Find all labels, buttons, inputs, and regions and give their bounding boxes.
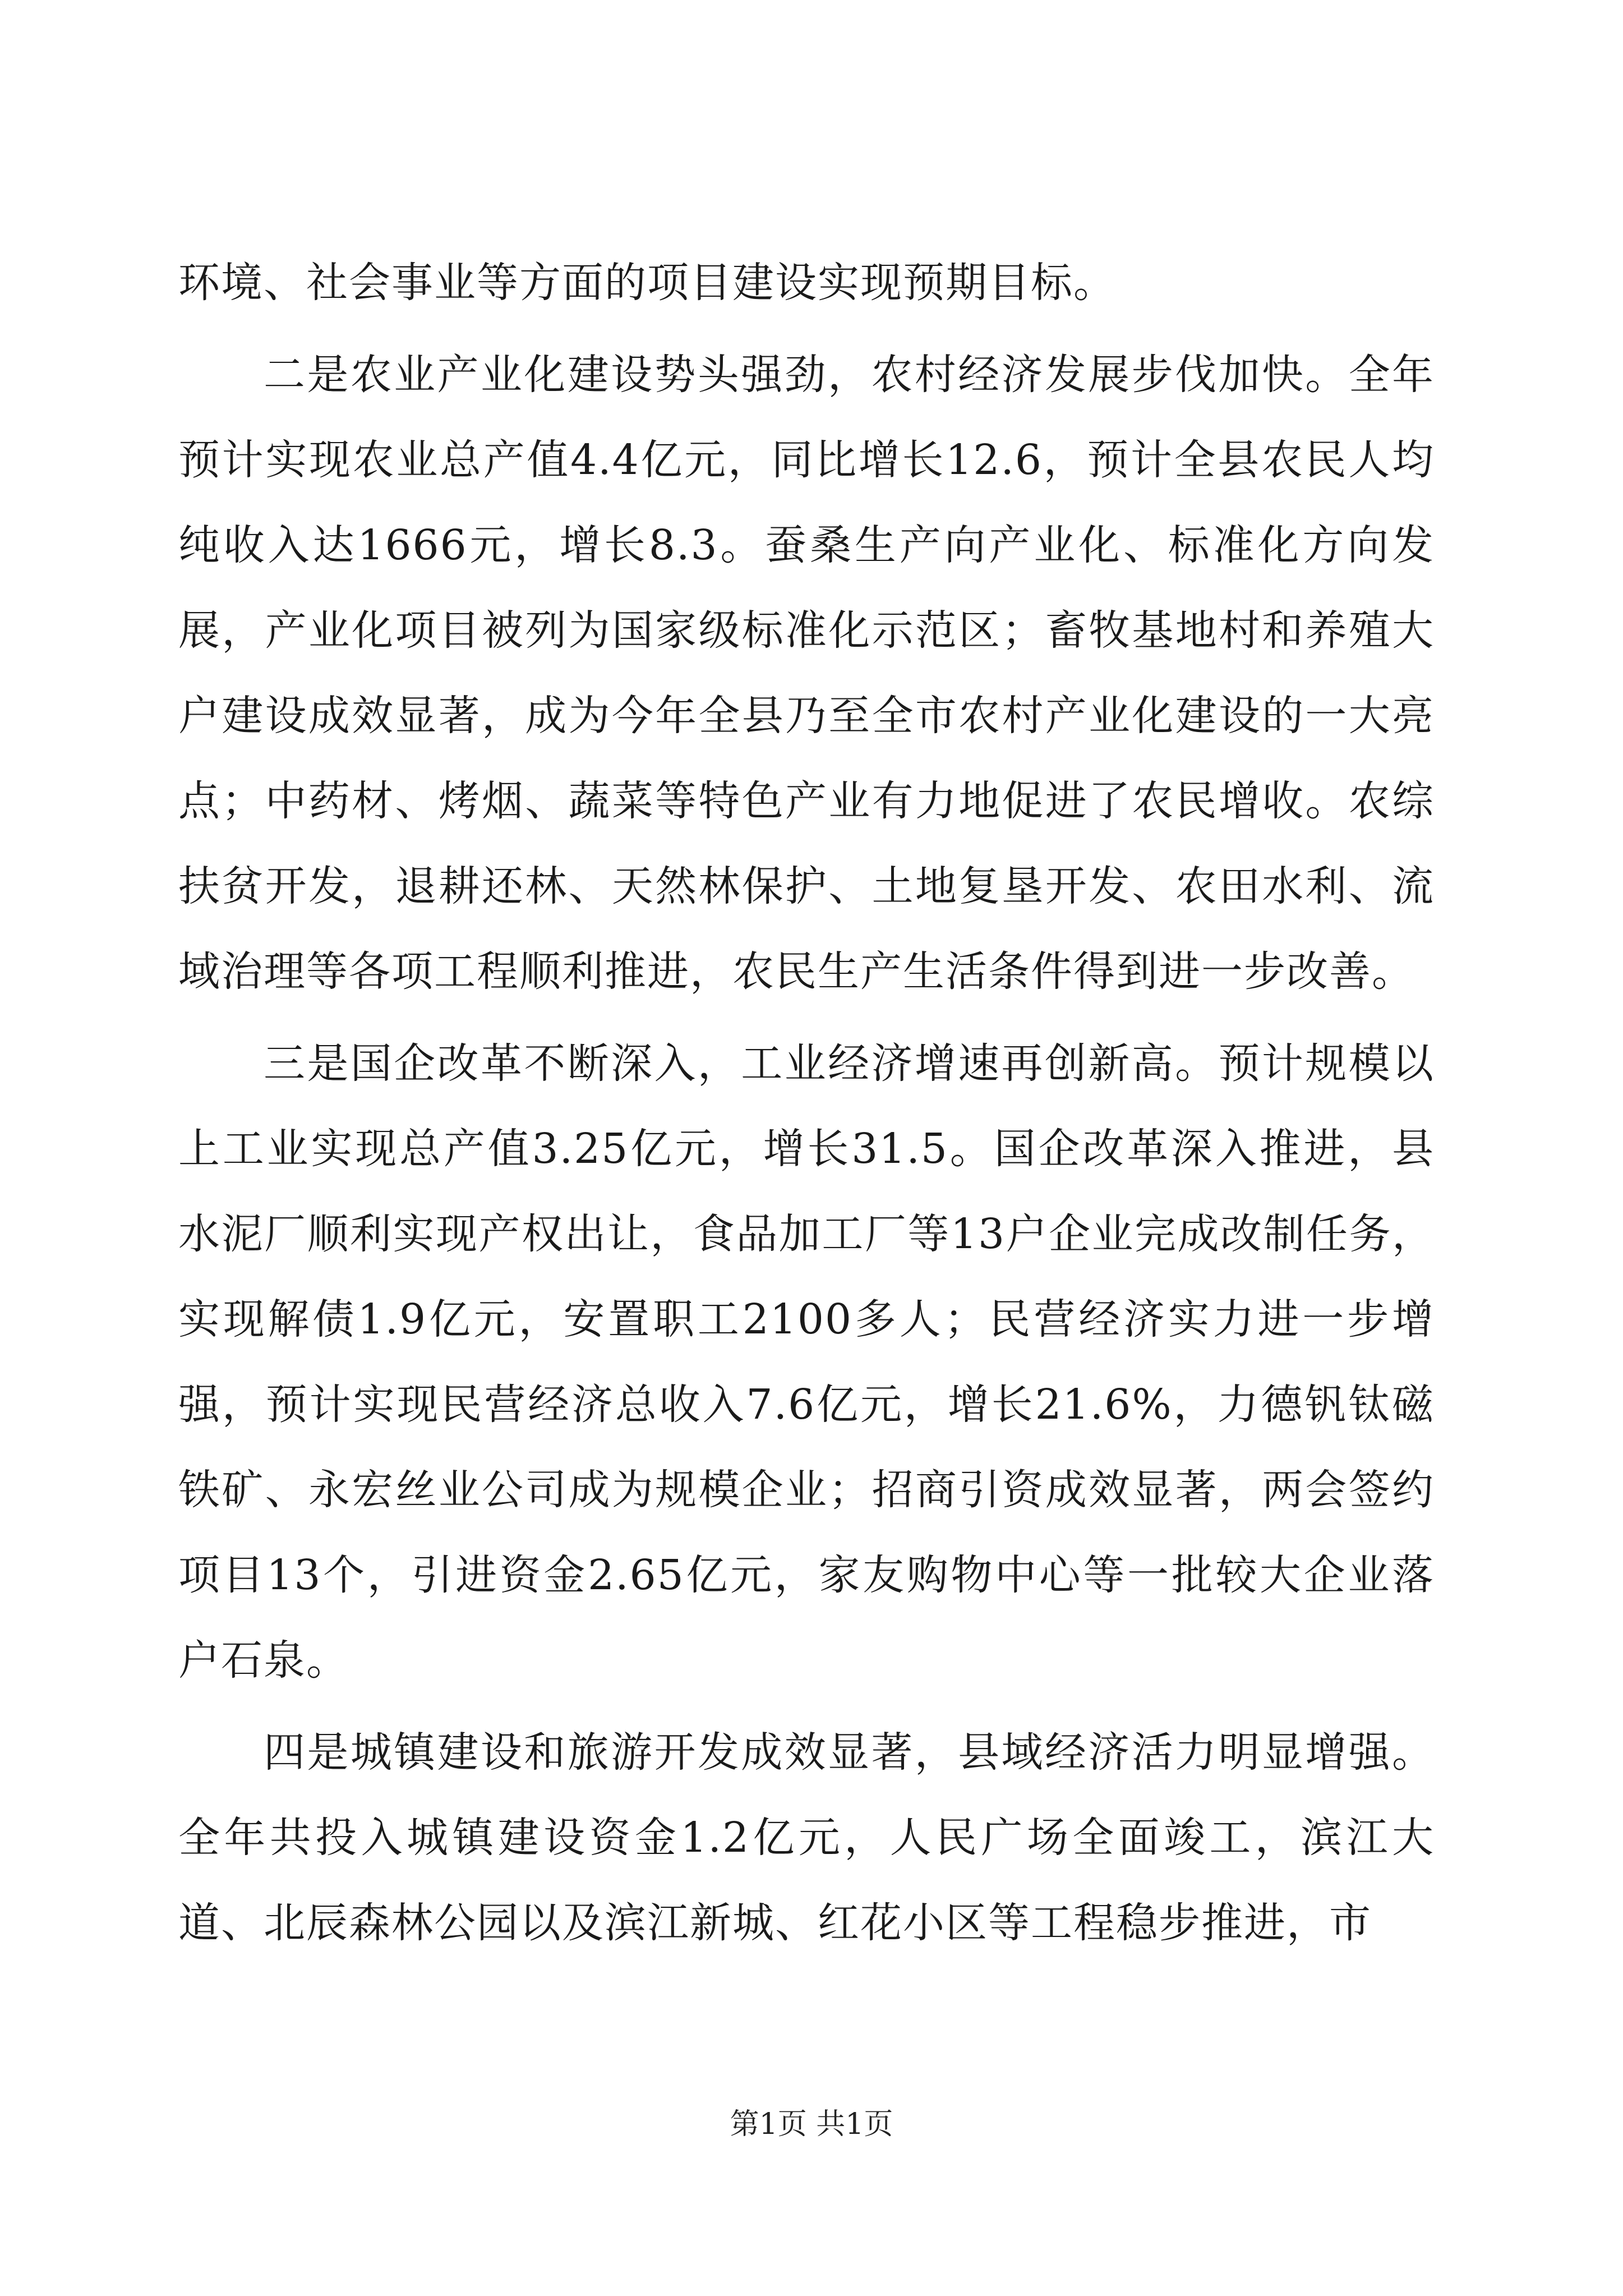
- document-body: [178, 240, 1435, 1966]
- paragraph-continuation: 环境、社会事业等方面的项目建设实现预期目标。: [178, 259, 1116, 307]
- page-footer: 第1页 共1页: [730, 2108, 893, 2141]
- paragraph-urban-tourism: 四是城镇建设和旅游开发成效显著，县域经济活力明显增强。全年共投入城镇建设资金1.2亿元，人民广场全面竣工，滨江大道、北辰森林公园以及滨江新城、红花小区等工程稳步推进，市: [178, 1728, 1435, 1947]
- paragraph-agriculture: 二是农业产业化建设势头强劲，农村经济发展步伐加快。全年预计实现农业总产值4.4亿元，同比增长12.6，预计全县农民人均纯收入达1666元，增长8.3。蚕桑生产向产业化、标准化方向发展，产业化项目被列为国家级标准化示范区；畜牧基地村和养殖大户建设成效显著，成为今年全县乃至全市农村产业化建设的一大亮点；中药材、烤烟、蔬菜等特色产业有力地促进了农民增收。农综扶贫开发，退耕还林、天然林保护、土地复垦开发、农田水利、流域治理等各项工程顺利推进，农民生产生活条件得到进一步改善。: [178, 351, 1435, 996]
- paragraph-industry: 三是国企改革不断深入，工业经济增速再创新高。预计规模以上工业实现总产值3.25亿元，增长31.5。国企改革深入推进，县水泥厂顺利实现产权出让，食品加工厂等13户企业完成改制任务，实现解债1.9亿元，安置职工2100多人；民营经济实力进一步增强，预计实现民营经济总收入7.6亿元，增长21.6%，力德钒钛磁铁矿、永宏丝业公司成为规模企业；招商引资成效显著，两会签约项目13个，引进资金2.65亿元，家友购物中心等一批较大企业落户石泉。: [178, 1039, 1435, 1685]
